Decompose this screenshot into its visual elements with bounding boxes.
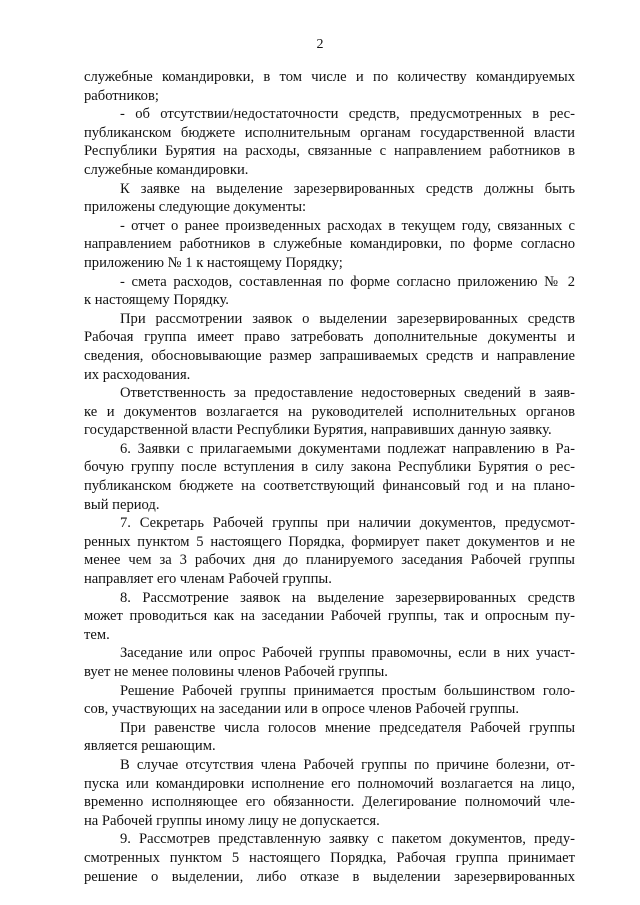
page-number: 2 — [316, 37, 324, 52]
text-line: - об отсутствии/недостаточности средств, предусмотренных в рес- — [120, 106, 575, 123]
text-line: 6. Заявки с прилагаемыми документами подлежат направлению в Ра- — [120, 440, 575, 457]
text-line: 8. Рассмотрение заявок на выделение зарезервированных средств — [120, 589, 575, 606]
text-line: К заявке на выделение зарезервированных средств должны быть — [120, 180, 575, 197]
document-body — [84, 68, 575, 886]
text-line: сов, участвующих на заседании или в опросе членов Рабочей группы. — [84, 701, 519, 718]
text-line: приложены следующие документы: — [84, 199, 307, 216]
text-line: смотренных пунктом 5 настоящего Порядка, Рабочая группа принимает — [84, 849, 575, 866]
text-line: пуска или командировки исполнение его полномочий возлагается на лицо, — [84, 775, 575, 792]
text-line: решение о выделении, либо отказе в выделении зарезервированных — [84, 868, 575, 885]
text-line: - смета расходов, составленная по форме согласно приложению № 2 — [120, 273, 575, 290]
text-line: к настоящему Порядку. — [84, 292, 229, 309]
text-line: Рабочая группа имеет право затребовать дополнительные документы и — [84, 329, 575, 346]
text-line: направлением работников в служебные командировки, по форме согласно — [84, 236, 575, 253]
text-line: При равенстве числа голосов мнение председателя Рабочей группы — [120, 719, 575, 736]
text-line: ке и документов возлагается на руководителей исполнительных органов — [84, 403, 575, 420]
text-line: бочую группу после вступления в силу закона Республики Бурятия о рес- — [84, 459, 575, 476]
text-line: их расходования. — [84, 366, 191, 383]
text-line: работников; — [84, 87, 159, 104]
text-line: менее чем за 3 рабочих дня до планируемого заседания Рабочей группы — [84, 552, 575, 569]
text-line: может проводиться как на заседании Рабочей группы, так и опросным пу- — [84, 608, 575, 625]
text-line: Ответственность за предоставление недостоверных сведений в заяв- — [120, 385, 575, 402]
text-line: вый период. — [84, 496, 160, 513]
text-line: 7. Секретарь Рабочей группы при наличии документов, предусмот- — [120, 515, 575, 532]
text-line: Решение Рабочей группы принимается простым большинством голо- — [120, 682, 575, 699]
text-line: на Рабочей группы иному лицу не допускается. — [84, 812, 380, 829]
text-line: приложению № 1 к настоящему Порядку; — [84, 254, 343, 271]
text-line: В случае отсутствия члена Рабочей группы по причине болезни, от- — [120, 756, 575, 773]
text-line: государственной власти Республики Бурятия, направивших данную заявку. — [84, 422, 552, 439]
text-line: публиканском бюджете на соответствующий финансовый год и на плано- — [84, 478, 575, 495]
text-line: Заседание или опрос Рабочей группы правомочны, если в них участ- — [120, 645, 575, 662]
text-line: При рассмотрении заявок о выделении зарезервированных средств — [120, 310, 575, 327]
text-line: служебные командировки. — [84, 161, 249, 178]
text-line: - отчет о ранее произведенных расходах в текущем году, связанных с — [120, 217, 575, 234]
text-line: направляет его членам Рабочей группы. — [84, 571, 332, 588]
text-line: Республики Бурятия на расходы, связанные с направлением работников в — [84, 143, 575, 160]
text-line: является решающим. — [84, 738, 216, 755]
text-line: вует не менее половины членов Рабочей группы. — [84, 664, 388, 680]
text-line: сведения, обосновывающие размер запрашиваемых средств и направление — [84, 347, 575, 364]
text-line: временно исполняющее его обязанности. Делегирование полномочий чле- — [84, 794, 575, 811]
text-line: служебные командировки, в том числе и по количеству командируемых — [84, 69, 575, 85]
text-line: тем. — [84, 626, 110, 643]
text-line: публиканском бюджете исполнительным органам государственной власти — [84, 124, 575, 141]
text-line: ренных пунктом 5 настоящего Порядка, формирует пакет документов и не — [84, 533, 575, 550]
text-line: 9. Рассмотрев представленную заявку с пакетом документов, преду- — [120, 831, 575, 848]
